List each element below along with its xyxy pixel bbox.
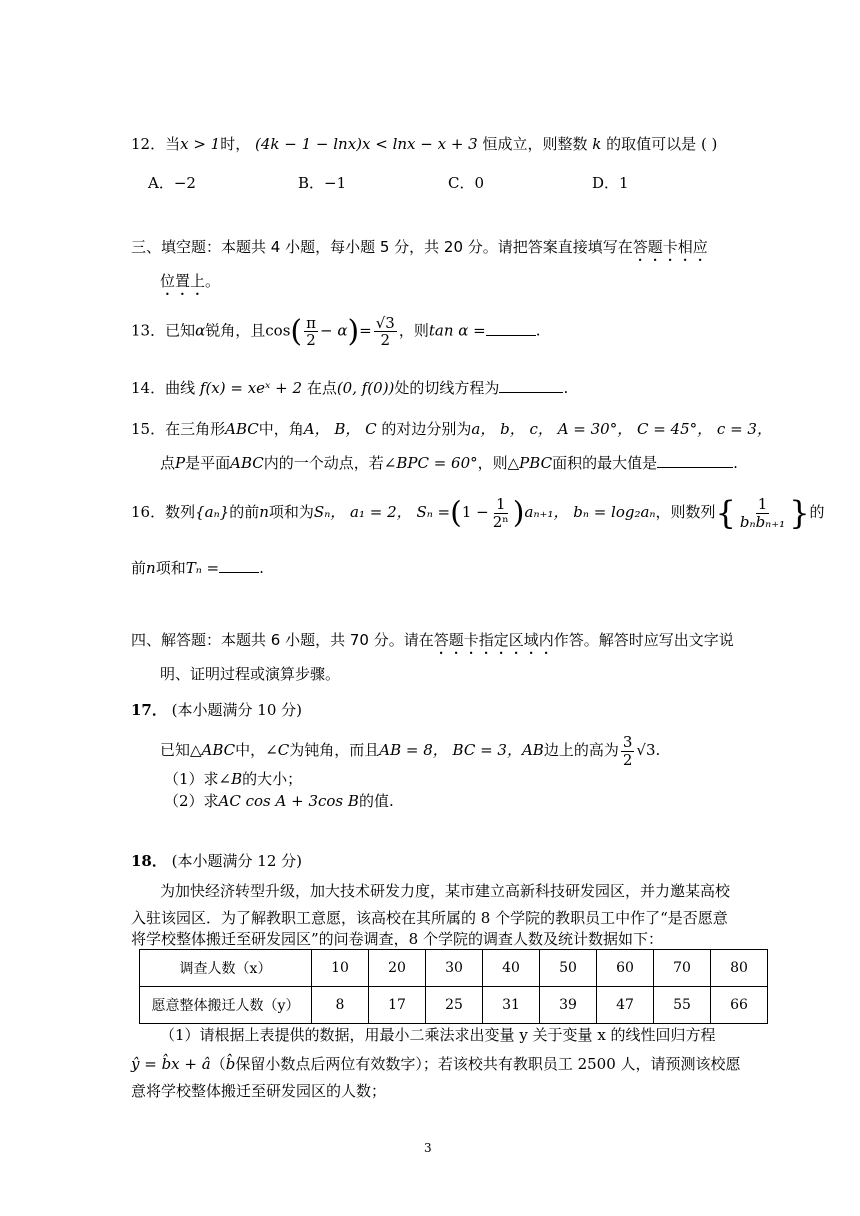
section-3-heading-line2	[160, 270, 220, 299]
q18-text: 保留小数点后两位有效数字）；若该校共有教职员工 2500 人，请预测该校愿	[235, 1055, 741, 1073]
q17-text: 已知	[160, 741, 191, 759]
question-17-part1	[164, 768, 302, 789]
row-header: 愿意整体搬迁人数（y）	[140, 987, 312, 1024]
question-18-header	[131, 850, 302, 871]
question-number: 17．	[131, 701, 167, 719]
fraction-numerator: 1	[757, 495, 768, 513]
option-value: 1	[619, 174, 629, 192]
q17-root: √3	[636, 741, 656, 759]
q13-rhs	[374, 315, 397, 349]
q17-text: 的值.	[358, 792, 394, 810]
question-number: 18．	[131, 852, 167, 870]
paren-right: )	[512, 495, 525, 531]
q18-part1-line1: （1）请根据上表提供的数据，用最小二乘法求出变量 y 关于变量 x 的线性回归方程	[160, 1026, 716, 1044]
q17-ab: AB = 8	[379, 741, 433, 759]
q15-sides: a， b， c，	[471, 420, 553, 438]
option-value: −2	[173, 174, 196, 192]
option-a	[148, 172, 196, 193]
q13-text: 已知	[165, 321, 196, 340]
q15-angle-bpc: ∠BPC = 60°	[383, 454, 478, 472]
brace-left: {	[715, 494, 736, 532]
brace-right: }	[789, 494, 810, 532]
q16-text: 前	[131, 559, 147, 577]
q16-text: ，则数列	[655, 503, 716, 521]
q15-conditions: A = 30°， C = 45°， c = 3，	[557, 420, 772, 438]
q16-a1: ， a₁ = 2，	[330, 503, 412, 521]
question-number: 13．	[131, 321, 166, 340]
q16-n: n	[146, 559, 156, 577]
q16-end: .	[259, 559, 264, 577]
paren-right: )	[347, 314, 360, 349]
table-row	[140, 950, 768, 987]
q14-function: f(x) = xeˣ + 2	[199, 379, 303, 397]
heading-text: 作答。解答时应写出文字说	[553, 631, 734, 649]
heading-text: 。	[205, 272, 221, 290]
q12-condition: x > 1	[180, 135, 221, 153]
q15-end: .	[733, 454, 738, 472]
q13-cos: cos	[265, 321, 291, 340]
option-letter: C．	[448, 174, 475, 192]
option-c	[448, 172, 484, 193]
q15-text: ，则	[477, 454, 508, 472]
q16-n: n	[259, 503, 269, 521]
table-cell: 70	[654, 950, 711, 987]
q16-fraction	[491, 496, 511, 530]
heading-text: 四、解答题：本题共 6 小题，共 70 分。请在	[131, 631, 434, 649]
page-number: 3	[424, 1141, 432, 1155]
question-17-header	[131, 699, 302, 720]
option-letter: A．	[148, 174, 174, 192]
q17-text: 的大小；	[242, 770, 303, 788]
question-16	[131, 494, 825, 532]
q17-triangle: △ABC	[190, 741, 236, 759]
heading-text: 三、填空题：本题共 4 小题，每小题 5 分，共 20 分。请把答案直接填写在	[131, 238, 633, 256]
table-cell: 47	[597, 987, 654, 1024]
fraction-numerator: 3	[622, 733, 633, 751]
section-4-heading	[131, 629, 734, 658]
fraction-denominator: 2ⁿ	[492, 512, 509, 531]
q15-text: 面积的最大值是	[552, 454, 658, 472]
q14-text: 处的切线方程为	[394, 379, 500, 397]
table-cell: 39	[540, 987, 597, 1024]
survey-table	[139, 949, 768, 1024]
q15-text: 的对边分别为	[381, 420, 472, 438]
question-14	[131, 377, 568, 398]
q18-part1-line2	[131, 1053, 741, 1074]
q16-text: 项和	[155, 559, 186, 577]
option-letter: B．	[298, 174, 325, 192]
q13-text: 锐角，且	[205, 321, 266, 340]
q18-text: （	[210, 1055, 226, 1073]
q18-part1-line3: 意将学校整体搬迁至研发园区的人数；	[131, 1082, 387, 1100]
q17-text: （1）求	[164, 770, 219, 788]
paren-left: (	[290, 314, 303, 349]
table-cell: 20	[369, 950, 426, 987]
fraction-denominator: bₙbₙ₊₁	[739, 512, 786, 531]
option-d	[592, 172, 629, 193]
q16-text: 的前	[229, 503, 260, 521]
q17-end: .	[655, 741, 661, 759]
table-cell: 40	[483, 950, 540, 987]
table-cell: 80	[711, 950, 768, 987]
q16-text: 的	[809, 503, 825, 521]
q13-text: ，则	[398, 321, 429, 340]
q15-text: 点	[160, 454, 176, 472]
heading-emphasis: 答题卡相应	[632, 238, 708, 256]
q12-text: 时，	[220, 135, 251, 153]
q16-fraction-2	[738, 496, 787, 530]
question-number: 14．	[131, 379, 166, 397]
q16-tn: Tₙ =	[185, 559, 220, 577]
row-header: 调查人数（x）	[140, 950, 312, 987]
heading-emphasis: 答题卡指定区域内	[433, 631, 554, 649]
q18-bhat: b̂	[225, 1055, 236, 1073]
q12-text: 恒成立，则整数	[482, 135, 588, 153]
score-note: (本小题满分 10 分)	[171, 701, 302, 719]
q12-inequality: (4k − 1 − lnx)x < lnx − x + 3	[255, 135, 478, 153]
q15-text: 内的一个动点，若	[263, 454, 384, 472]
option-value: −1	[324, 174, 347, 192]
fraction-denominator: 2	[306, 331, 316, 349]
option-value: 0	[474, 174, 485, 192]
q18-para-line1: 为加快经济转型升级，加大技术研发力度，某市建立高新科技研发园区，并力邀某高校	[160, 882, 731, 900]
q17-angle-b: ∠B	[218, 770, 243, 788]
fraction-denominator: 2	[622, 750, 633, 769]
fraction-numerator: √3	[375, 313, 395, 332]
table-cell: 8	[312, 987, 369, 1024]
fraction-numerator: π	[306, 313, 316, 332]
q18-regression-eq: ŷ = b̂x + â	[131, 1055, 211, 1073]
q16-one-minus: 1 −	[461, 503, 489, 521]
score-note: (本小题满分 12 分)	[171, 852, 302, 870]
option-letter: D．	[592, 174, 620, 192]
table-cell: 66	[711, 987, 768, 1024]
q17-bc: ， BC = 3，	[432, 741, 522, 759]
q15-text: 中，角	[258, 420, 304, 438]
section-4-heading-line2	[160, 663, 340, 684]
q17-height-fraction	[621, 734, 635, 768]
table-row	[140, 987, 768, 1024]
question-12	[131, 133, 717, 154]
table-cell: 55	[654, 987, 711, 1024]
q17-text: 为钝角，而且	[289, 741, 380, 759]
heading-emphasis: 位置上	[160, 272, 206, 290]
question-17-statement	[160, 734, 660, 768]
q15-text: 在三角形	[165, 420, 226, 438]
q14-point: (0, f(0))	[336, 379, 395, 397]
question-number: 12．	[131, 135, 166, 153]
q15-abc: ABC	[225, 420, 259, 438]
question-number: 15．	[131, 420, 166, 438]
q17-angle-c: ∠C	[265, 741, 290, 759]
question-16-line2	[131, 557, 264, 578]
q13-end: .	[535, 321, 541, 340]
table-cell: 17	[369, 987, 426, 1024]
q16-seq: {aₙ}	[195, 503, 230, 521]
q13-minus-alpha: − α	[319, 321, 348, 340]
q16-sn: Sₙ	[313, 503, 331, 521]
q17-text: 边上的高为	[543, 741, 619, 759]
q17-ab2: AB	[521, 741, 544, 759]
paren-left: (	[450, 495, 462, 531]
q12-text: 当	[165, 135, 181, 153]
q15-text: 是平面	[185, 454, 231, 472]
table-cell: 50	[540, 950, 597, 987]
fraction-denominator: 2	[380, 331, 391, 349]
q18-para-line3: 将学校整体搬迁至研发园区”的问卷调查，8 个学院的调查人数及统计数据如下：	[131, 930, 663, 948]
q15-triangle-pbc: △PBC	[507, 454, 553, 472]
q17-expression: AC cos A + 3cos B	[218, 792, 359, 810]
table-cell: 10	[312, 950, 369, 987]
q14-text: 曲线	[165, 379, 196, 397]
q14-text: 在点	[306, 379, 337, 397]
answer-blank	[499, 377, 563, 393]
q13-fraction	[304, 315, 318, 349]
q17-text: 中，	[235, 741, 266, 759]
table-cell: 31	[483, 987, 540, 1024]
answer-blank	[657, 452, 733, 468]
q16-bn: bₙ = log₂aₙ	[573, 503, 656, 521]
section-3-heading	[131, 236, 708, 265]
q13-eq: =	[359, 321, 372, 340]
question-17-part2	[164, 790, 394, 811]
q18-para-line2: 入驻该园区．为了解教职工意愿，该高校在其所属的 8 个学院的教职员工中作了“是否愿意	[131, 909, 728, 927]
q13-tan: tan α =	[428, 321, 486, 340]
question-number: 16．	[131, 503, 166, 521]
option-b	[298, 172, 346, 193]
q15-angles: A， B， C	[303, 420, 377, 438]
question-15	[131, 418, 772, 439]
q12-text: 的取值可以是 ( )	[606, 135, 718, 153]
table-cell: 60	[597, 950, 654, 987]
q15-p: P	[175, 454, 186, 472]
q16-an1: aₙ₊₁，	[524, 503, 569, 521]
q14-end: .	[563, 379, 569, 397]
q17-text: （2）求	[164, 792, 219, 810]
q16-text: 数列	[165, 503, 196, 521]
q15-abc: ABC	[230, 454, 264, 472]
q16-sn-eq: Sₙ =	[416, 503, 451, 521]
question-13	[131, 314, 541, 349]
table-cell: 30	[426, 950, 483, 987]
q12-var-k: k	[592, 135, 602, 153]
heading-text: 明、证明过程或演算步骤。	[160, 665, 341, 683]
q13-alpha: α	[195, 321, 206, 340]
answer-blank	[219, 557, 259, 573]
fraction-numerator: 1	[496, 495, 506, 513]
table-cell: 25	[426, 987, 483, 1024]
q16-text: 项和为	[268, 503, 314, 521]
answer-blank	[486, 320, 536, 336]
question-15-line2	[160, 452, 738, 473]
